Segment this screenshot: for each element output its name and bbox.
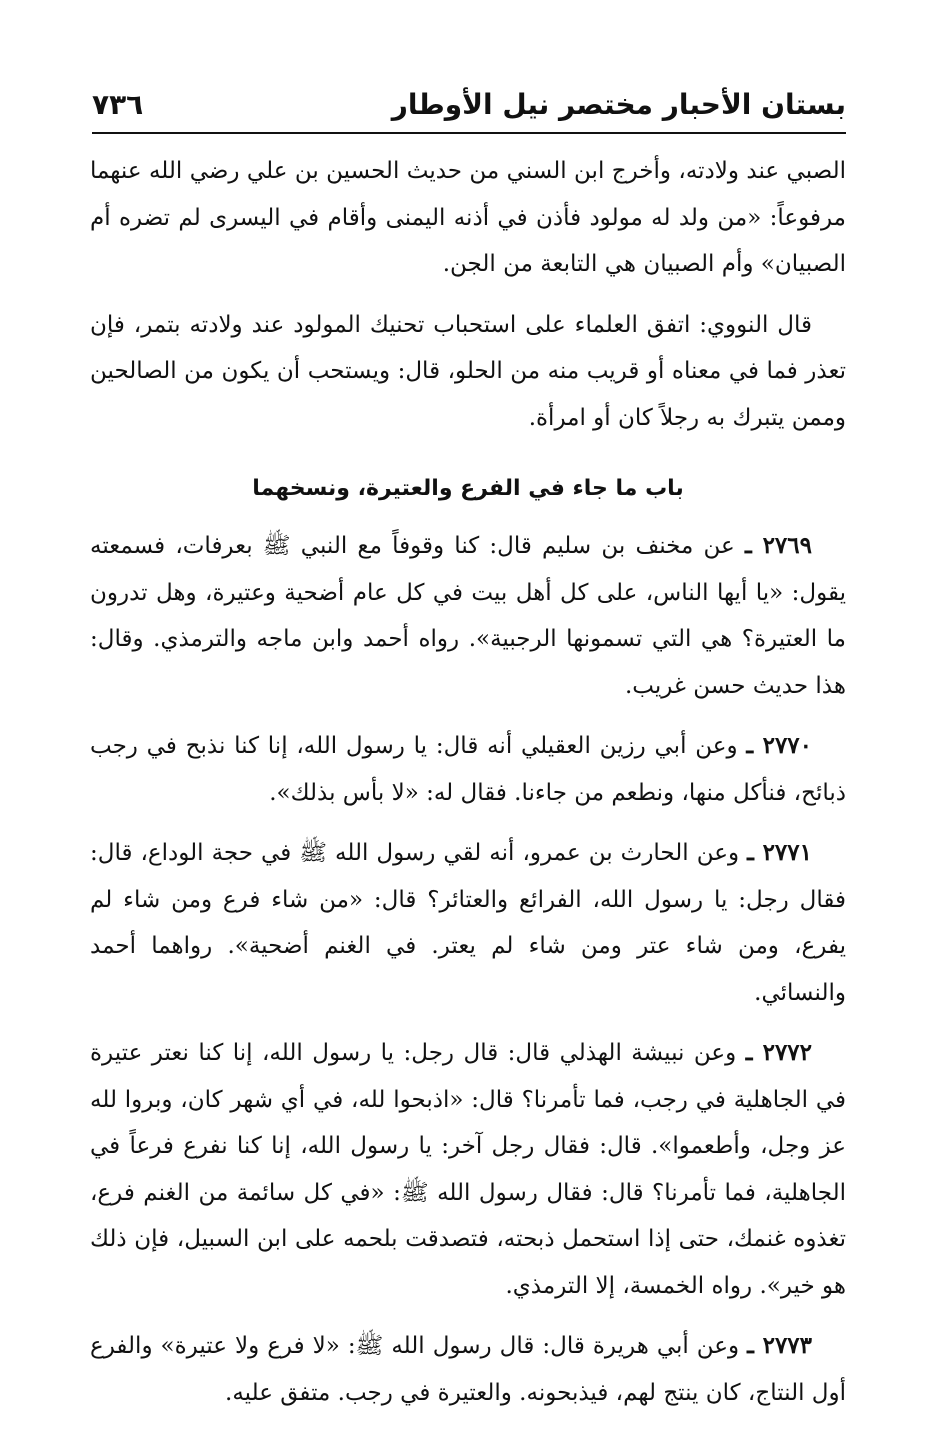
hadith-entry bbox=[90, 523, 846, 709]
page-header bbox=[92, 76, 846, 134]
hadith-number: ٢٧٧١ ـ bbox=[747, 839, 812, 866]
hadith-text: وعن نبيشة الهذلي قال: قال رجل: يا رسول الله، إنا كنا نعتر عتيرة في الجاهلية في رجب، فما تأمرنا؟ قال: «اذبحوا لله، في أي شهر كان، وبروا لله عز وجل، وأطعموا». قال: فقال رجل آخر: يا رسول الله، إنا كنا نفرع فرعاً في الجاهلية، فما تأمرنا؟ قال: فقال رسول الله ﷺ: «في كل سائمة من الغنم فرع، تغذوه غنمك، حتى إذا استحمل ذبحته، فتصدقت بلحمه على ابن السبيل، فإن ذلك هو خير». رواه الخمسة، إلا الترمذي. bbox=[90, 1040, 846, 1299]
section-heading: باب ما جاء في الفرع والعتيرة، ونسخهما bbox=[252, 476, 684, 501]
hadith-entry bbox=[90, 1030, 846, 1309]
paragraph: قال النووي: اتفق العلماء على استحباب تحنيك المولود عند ولادته بتمر، فإن تعذر فما في معناه أو قريب منه من الحلو، قال: ويستحب أن يكون من الصالحين وممن يتبرك به رجلاً كان أو امرأة. bbox=[90, 311, 846, 431]
hadith-number: ٢٧٧٢ ـ bbox=[745, 1039, 813, 1066]
hadith-text: وعن الحارث بن عمرو، أنه لقي رسول الله ﷺ في حجة الوداع، قال: فقال رجل: يا رسول الله، الفرائع والعتائر؟ قال: «من شاء فرع ومن شاء لم يفرع، ومن شاء عتر ومن شاء لم يعتر. في الغنم أضحية». رواهما أحمد والنسائي. bbox=[90, 840, 846, 1006]
paragraph: الصبي عند ولادته، وأخرج ابن السني من حديث الحسين بن علي رضي الله عنهما مرفوعاً: «من ولد له مولود فأذن في أذنه اليمنى وأقام في اليسرى لم تضره أم الصبيان» وأم الصبيان هي التابعة من الجن. bbox=[90, 158, 846, 277]
running-title: بستان الأحبار مختصر نيل الأوطار bbox=[391, 87, 846, 121]
hadith-entry bbox=[90, 830, 846, 1016]
hadith-entry bbox=[90, 1323, 846, 1416]
hadith-number: ٢٧٧٠ ـ bbox=[746, 732, 813, 759]
hadith-text: وعن أبي رزين العقيلي أنه قال: يا رسول الله، إنا كنا نذبح في رجب ذبائح، فنأكل منها، ونطعم من جاءنا. فقال له: «لا بأس بذلك». bbox=[90, 733, 846, 806]
page-number: ٧٣٦ bbox=[92, 87, 144, 121]
hadith-number: ٢٧٦٩ ـ bbox=[744, 532, 812, 559]
hadith-entry bbox=[90, 723, 846, 816]
page-body bbox=[90, 148, 846, 1430]
hadith-number: ٢٧٧٣ ـ bbox=[747, 1332, 813, 1359]
hadith-text: عن مخنف بن سليم قال: كنا وقوفاً مع النبي ﷺ بعرفات، فسمعته يقول: «يا أيها الناس، على كل أهل بيت في كل عام أضحية وعتيرة، وهل تدرون ما العتيرة؟ هي التي تسمونها الرجبية». رواه أحمد وابن ماجه والترمذي. وقال: هذا حديث حسن غريب. bbox=[90, 533, 846, 699]
hadith-text: وعن أبي هريرة قال: قال رسول الله ﷺ: «لا فرع ولا عتيرة» والفرع أول النتاج، كان ينتج لهم، فيذبحونه. والعتيرة في رجب. متفق عليه. bbox=[90, 1333, 846, 1406]
